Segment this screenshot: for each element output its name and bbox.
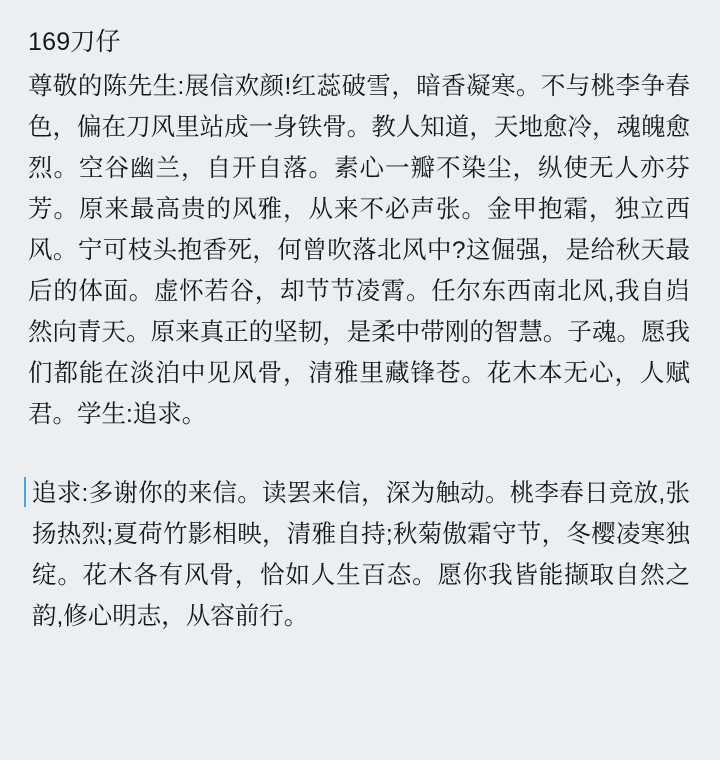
letter-paragraph: 尊敬的陈先生:展信欢颜!红蕊破雪，暗香凝寒。不与桃李争春色，偏在刀风里站成一身铁骨。教人知道，天地愈冷，魂魄愈烈。空谷幽兰，自开自落。素心一瓣不染尘，纵使无人亦芬芳。原来最高贵的风雅，从来不必声张。金甲抱霜，独立西风。宁可枝头抱香死，何曾吹落北风中?这倔强，是给秋天最后的体面。虚怀若谷，却节节凌霄。任尔东西南北风,我自岿然向青天。原来真正的坚韧，是柔中带刚的智慧。子魂。愿我们都能在淡泊中见风骨，清雅里藏锋苍。花木本无心，人赋君。学生:追求。: [28, 72, 690, 428]
text-cursor: [24, 477, 26, 507]
reply-paragraph-block[interactable]: [28, 473, 690, 637]
reply-paragraph: 追求:多谢你的来信。读罢来信，深为触动。桃李春日竞放,张扬热烈;夏荷竹影相映，清雅自持;秋菊傲霜守节，冬樱凌寒独绽。花木各有风骨，恰如人生百态。愿你我皆能撷取自然之韵,修心明志，从容前行。: [32, 479, 690, 630]
page-title: 169刀仔: [28, 28, 121, 56]
paragraph-spacer: [28, 435, 690, 443]
letter-paragraph-block: [28, 66, 690, 435]
